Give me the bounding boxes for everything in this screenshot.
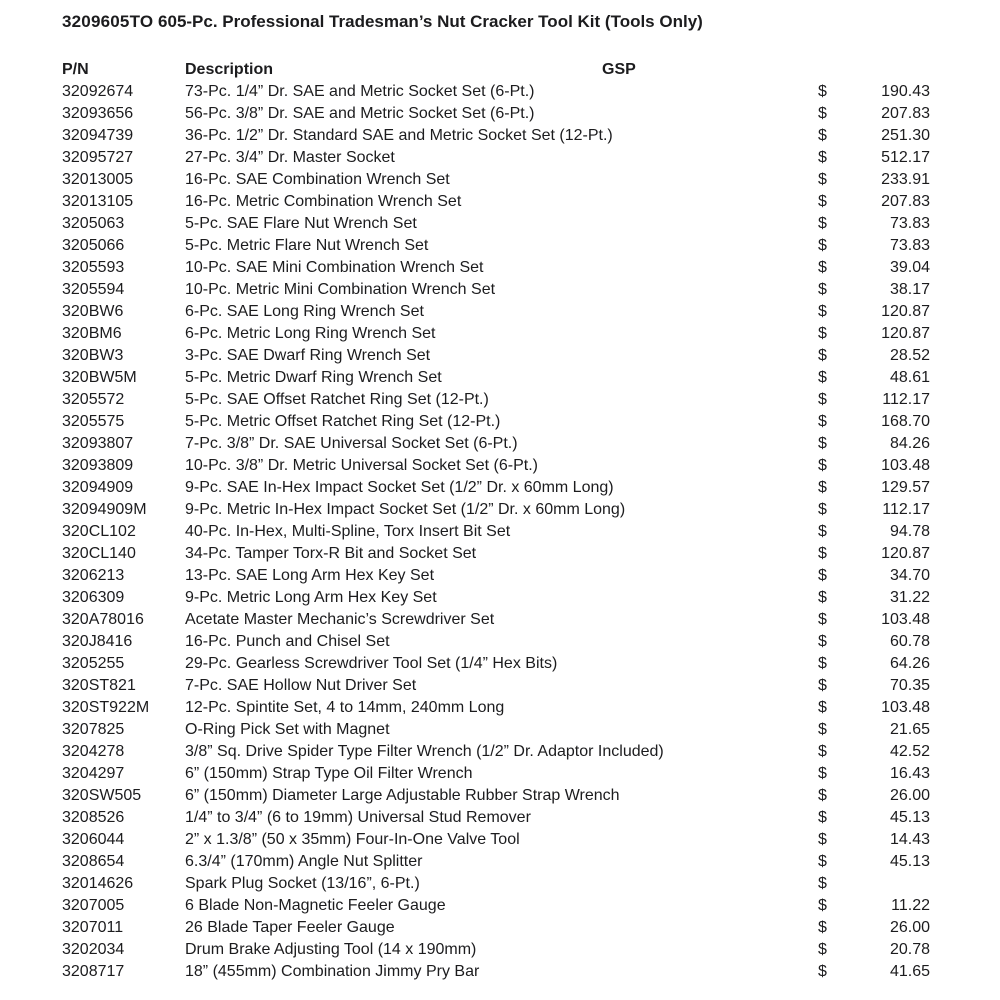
description-cell: 1/4” to 3/4” (6 to 19mm) Universal Stud Remover [185,809,531,826]
description-cell: 5-Pc. SAE Offset Ratchet Ring Set (12-Pt.) [185,391,489,408]
currency-cell: $ [818,83,827,100]
price-cell: 26.00 [889,787,930,804]
part-number-cell: 32092674 [62,83,134,100]
price-cell: 73.83 [889,237,930,254]
table-row [62,301,930,323]
currency-cell: $ [818,457,827,474]
part-number-cell: 32095727 [62,149,134,166]
table-row [62,213,930,235]
price-cell: 41.65 [889,963,930,980]
price-cell: 112.17 [882,501,930,518]
price-cell: 28.52 [889,347,930,364]
description-cell: 36-Pc. 1/2” Dr. Standard SAE and Metric Socket Set (12-Pt.) [185,127,613,144]
description-cell: 9-Pc. Metric Long Arm Hex Key Set [185,589,437,606]
table-row [62,499,930,521]
table-row [62,477,930,499]
price-cell: 14.43 [889,831,930,848]
currency-cell: $ [818,237,827,254]
description-cell: 7-Pc. SAE Hollow Nut Driver Set [185,677,417,694]
part-number-cell: 320BM6 [62,325,122,342]
price-cell: 103.48 [881,699,930,716]
description-cell: 27-Pc. 3/4” Dr. Master Socket [185,149,395,166]
part-number-cell: 3206213 [62,567,125,584]
table-row [62,323,930,345]
part-number-cell: 3206044 [62,831,125,848]
currency-cell: $ [818,369,827,386]
table-row [62,103,930,125]
table-row [62,169,930,191]
part-number-cell: 3207011 [62,919,124,936]
part-number-cell: 3205066 [62,237,125,254]
table-row [62,939,930,961]
part-number-cell: 3205593 [62,259,125,276]
table-row [62,631,930,653]
price-cell: 103.48 [881,611,930,628]
description-cell: 5-Pc. Metric Offset Ratchet Ring Set (12-Pt.) [185,413,501,430]
currency-cell: $ [818,171,827,188]
price-cell: 21.65 [889,721,930,738]
price-cell: 39.04 [889,259,930,276]
description-cell: 56-Pc. 3/8” Dr. SAE and Metric Socket Set (6-Pt.) [185,105,535,122]
part-number-cell: 3204278 [62,743,125,760]
table-row [62,191,930,213]
part-number-cell: 3205063 [62,215,125,232]
price-cell [838,873,930,895]
column-header-pn: P/N [62,61,89,78]
description-cell: 10-Pc. Metric Mini Combination Wrench Set [185,281,496,298]
description-cell: 5-Pc. SAE Flare Nut Wrench Set [185,215,417,232]
currency-cell: $ [818,501,827,518]
part-number-cell: 3208526 [62,809,125,826]
currency-cell: $ [818,479,827,496]
part-number-cell: 3202034 [62,941,125,958]
part-number-cell: 3205255 [62,655,125,672]
title-part-number: 3209605TO [62,12,154,31]
price-cell: 207.83 [881,193,930,210]
price-cell: 20.78 [889,941,930,958]
price-cell: 94.78 [889,523,930,540]
part-number-cell: 3207005 [62,897,125,914]
description-cell: 3/8” Sq. Drive Spider Type Filter Wrench (1/2” Dr. Adaptor Included) [185,743,664,760]
part-number-cell: 32014626 [62,875,134,892]
currency-cell: $ [818,677,827,694]
price-cell: 31.22 [889,589,930,606]
description-cell: 40-Pc. In-Hex, Multi-Spline, Torx Insert Bit Set [185,523,511,540]
price-cell: 103.48 [881,457,930,474]
part-number-cell: 32094909M [62,501,147,518]
price-cell: 45.13 [889,809,930,826]
price-cell: 73.83 [889,215,930,232]
description-cell: 6” (150mm) Diameter Large Adjustable Rubber Strap Wrench [185,787,620,804]
part-number-cell: 320ST821 [62,677,136,694]
description-cell: 6 Blade Non-Magnetic Feeler Gauge [185,897,446,914]
currency-cell: $ [818,193,827,210]
price-cell: 70.35 [889,677,930,694]
table-row [62,411,930,433]
price-cell: 38.17 [889,281,930,298]
column-header-gsp: GSP [602,61,636,78]
parts-table-body [62,81,930,983]
description-cell: 6.3/4” (170mm) Angle Nut Splitter [185,853,423,870]
price-cell: 60.78 [889,633,930,650]
currency-cell: $ [818,281,827,298]
title-text: 605-Pc. Professional Tradesman’s Nut Cracker Tool Kit (Tools Only) [158,12,703,31]
price-cell: 112.17 [882,391,930,408]
currency-cell: $ [818,589,827,606]
table-row [62,389,930,411]
part-number-cell: 320J8416 [62,633,133,650]
price-cell: 120.87 [881,545,930,562]
description-cell: 6-Pc. Metric Long Ring Wrench Set [185,325,436,342]
price-cell: 45.13 [889,853,930,870]
price-cell: 190.43 [881,83,930,100]
description-cell: O-Ring Pick Set with Magnet [185,721,390,738]
description-cell: 5-Pc. Metric Flare Nut Wrench Set [185,237,429,254]
price-cell: 16.43 [889,765,930,782]
column-header-description: Description [185,61,274,78]
part-number-cell: 3205575 [62,413,125,430]
price-cell: 48.61 [889,369,930,386]
part-number-cell: 3206309 [62,589,125,606]
currency-cell: $ [818,149,827,166]
currency-cell: $ [818,259,827,276]
parts-table [62,59,930,983]
table-row [62,895,930,917]
table-row [62,345,930,367]
part-number-cell: 3207825 [62,721,125,738]
price-cell: 120.87 [881,303,930,320]
currency-cell: $ [818,413,827,430]
part-number-cell: 3208654 [62,853,125,870]
table-row [62,367,930,389]
table-row [62,675,930,697]
part-number-cell: 32013005 [62,171,134,188]
price-cell: 84.26 [889,435,930,452]
part-number-cell: 320BW6 [62,303,124,320]
description-cell: Acetate Master Mechanic’s Screwdriver Set [185,611,495,628]
currency-cell: $ [818,633,827,650]
table-row [62,741,930,763]
table-row [62,257,930,279]
table-row [62,851,930,873]
table-row [62,81,930,103]
currency-cell: $ [818,787,827,804]
currency-cell: $ [818,853,827,870]
table-row [62,961,930,983]
description-cell: 26 Blade Taper Feeler Gauge [185,919,395,936]
description-cell: Drum Brake Adjusting Tool (14 x 190mm) [185,941,477,958]
currency-cell: $ [818,611,827,628]
currency-cell: $ [818,655,827,672]
price-cell: 11.22 [891,897,930,914]
table-row [62,521,930,543]
currency-cell: $ [818,435,827,452]
currency-cell: $ [818,699,827,716]
description-cell: 34-Pc. Tamper Torx-R Bit and Socket Set [185,545,477,562]
description-cell: 2” x 1.3/8” (50 x 35mm) Four-In-One Valve Tool [185,831,520,848]
table-row [62,565,930,587]
part-number-cell: 32094909 [62,479,134,496]
price-cell: 168.70 [881,413,930,430]
table-row [62,917,930,939]
table-row [62,587,930,609]
part-number-cell: 32093807 [62,435,134,452]
description-cell: 6” (150mm) Strap Type Oil Filter Wrench [185,765,473,782]
table-row [62,873,930,895]
table-row [62,785,930,807]
currency-cell: $ [818,875,827,892]
table-row [62,807,930,829]
table-row [62,433,930,455]
description-cell: 9-Pc. SAE In-Hex Impact Socket Set (1/2” Dr. x 60mm Long) [185,479,614,496]
table-row [62,543,930,565]
table-row [62,697,930,719]
price-cell: 64.26 [889,655,930,672]
description-cell: 73-Pc. 1/4” Dr. SAE and Metric Socket Set (6-Pt.) [185,83,535,100]
table-row [62,829,930,851]
currency-cell: $ [818,963,827,980]
table-row [62,147,930,169]
part-number-cell: 3204297 [62,765,125,782]
description-cell: 10-Pc. 3/8” Dr. Metric Universal Socket Set (6-Pt.) [185,457,538,474]
part-number-cell: 320BW5M [62,369,137,386]
price-cell: 512.17 [881,149,930,166]
currency-cell: $ [818,567,827,584]
table-row [62,719,930,741]
part-number-cell: 32094739 [62,127,134,144]
currency-cell: $ [818,523,827,540]
table-row [62,763,930,785]
table-row [62,653,930,675]
part-number-cell: 3208717 [62,963,125,980]
price-cell: 26.00 [889,919,930,936]
description-cell: 16-Pc. SAE Combination Wrench Set [185,171,450,188]
table-header-row [62,59,930,81]
part-number-cell: 3205572 [62,391,125,408]
table-row [62,455,930,477]
part-number-cell: 3205594 [62,281,125,298]
currency-cell: $ [818,391,827,408]
currency-cell: $ [818,105,827,122]
price-cell: 42.52 [889,743,930,760]
currency-cell: $ [818,325,827,342]
table-row [62,125,930,147]
description-cell: 12-Pc. Spintite Set, 4 to 14mm, 240mm Long [185,699,505,716]
description-cell: 6-Pc. SAE Long Ring Wrench Set [185,303,424,320]
table-row [62,235,930,257]
part-number-cell: 32093809 [62,457,134,474]
part-number-cell: 320BW3 [62,347,124,364]
price-cell: 207.83 [881,105,930,122]
currency-cell: $ [818,127,827,144]
description-cell: 3-Pc. SAE Dwarf Ring Wrench Set [185,347,431,364]
currency-cell: $ [818,347,827,364]
currency-cell: $ [818,545,827,562]
part-number-cell: 320ST922M [62,699,150,716]
price-cell: 34.70 [889,567,930,584]
price-cell: 251.30 [881,127,930,144]
price-cell: 129.57 [881,479,930,496]
description-cell: 5-Pc. Metric Dwarf Ring Wrench Set [185,369,442,386]
table-row [62,609,930,631]
part-number-cell: 320SW505 [62,787,142,804]
currency-cell: $ [818,765,827,782]
part-number-cell: 320A78016 [62,611,144,628]
description-cell: 18” (455mm) Combination Jimmy Pry Bar [185,963,480,980]
description-cell: 16-Pc. Punch and Chisel Set [185,633,390,650]
currency-cell: $ [818,215,827,232]
part-number-cell: 32013105 [62,193,134,210]
part-number-cell: 320CL102 [62,523,136,540]
currency-cell: $ [818,919,827,936]
price-cell: 120.87 [881,325,930,342]
currency-cell: $ [818,303,827,320]
part-number-cell: 320CL140 [62,545,136,562]
currency-cell: $ [818,941,827,958]
description-cell: 7-Pc. 3/8” Dr. SAE Universal Socket Set (6-Pt.) [185,435,518,452]
description-cell: 9-Pc. Metric In-Hex Impact Socket Set (1/2” Dr. x 60mm Long) [185,501,626,518]
currency-cell: $ [818,897,827,914]
part-number-cell: 32093656 [62,105,134,122]
page-title [62,12,1000,32]
description-cell: 13-Pc. SAE Long Arm Hex Key Set [185,567,435,584]
description-cell: 29-Pc. Gearless Screwdriver Tool Set (1/4” Hex Bits) [185,655,558,672]
description-cell: 16-Pc. Metric Combination Wrench Set [185,193,462,210]
table-row [62,279,930,301]
currency-cell: $ [818,809,827,826]
currency-cell: $ [818,743,827,760]
currency-cell: $ [818,831,827,848]
price-cell: 233.91 [881,171,930,188]
currency-cell: $ [818,721,827,738]
description-cell: Spark Plug Socket (13/16”, 6-Pt.) [185,875,420,892]
description-cell: 10-Pc. SAE Mini Combination Wrench Set [185,259,484,276]
